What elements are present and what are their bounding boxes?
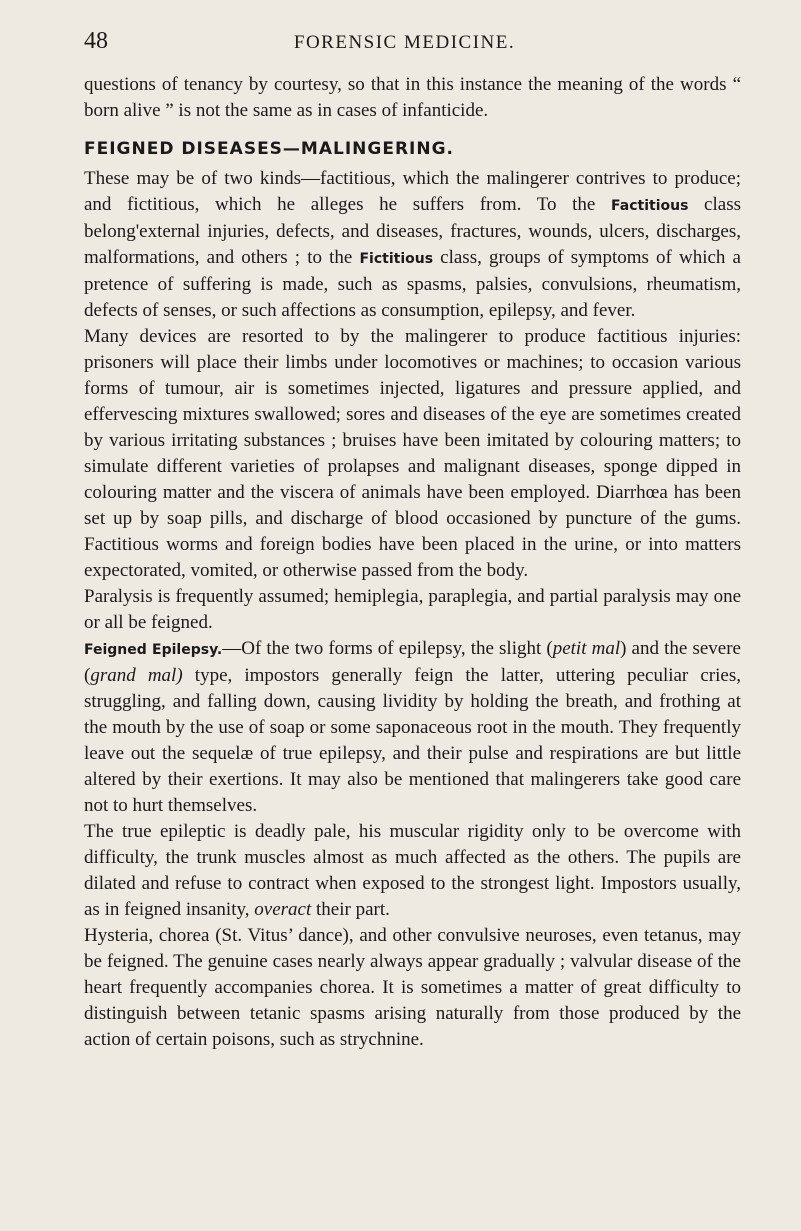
page-number: 48 xyxy=(84,28,108,54)
paragraph-true-epileptic-text-b: their part. xyxy=(311,899,390,920)
paragraph-epilepsy-text-b: ) and the severe ( xyxy=(84,638,741,686)
paragraph-true-epileptic-text-a: The true epileptic is deadly pale, his muscular rigidity only to be overcome with difficulty, the trunk muscles almost as much affected as the others. The pupils are dilated and refuse to contract when exposed to the strongest light. Impostors usually, as in feigned insanity, xyxy=(84,821,741,920)
italic-overact: overact xyxy=(254,899,312,920)
paragraph-intro: questions of tenancy by courtesy, so that in this instance the meaning of the words “ born alive ” is not the same as in cases of infanticide. xyxy=(84,74,741,121)
section-heading: FEIGNED DISEASES—MALINGERING. xyxy=(84,139,455,159)
paragraph-true-epileptic xyxy=(84,819,741,923)
paragraph-kinds xyxy=(84,166,741,324)
italic-grand-mal: grand mal) xyxy=(90,665,183,686)
keyword-fictitious: Fictitious xyxy=(359,251,434,267)
paragraph-epilepsy-text-c: type, impostors generally feign the latter, uttering peculiar cries, struggling, and falling down, causing lividity by holding the breath, and frothing at the mouth by the use of soap or some saponaceous root in the mouth. They frequently leave out the sequelæ of true epilepsy, and their pulse and respirations are but little altered by their exertions. It may also be mentioned that malingerers take good care not to hurt themselves. xyxy=(84,665,741,816)
paragraph-kinds-text-a: These may be of two kinds—factitious, which the malingerer contrives to produce; and fictitious, which he alleges he suffers from. To the xyxy=(84,168,741,215)
paragraph-epilepsy xyxy=(84,636,741,819)
paragraph-hysteria: Hysteria, chorea (St. Vitus’ dance), and other convulsive neuroses, even tetanus, may be feigned. The genuine cases nearly always appear gradually ; valvular disease of the heart frequently accompanies chorea. It is sometimes a matter of great difficulty to distinguish between tetanic spasms arising naturally from those produced by the action of certain poisons, such as strychnine. xyxy=(84,925,741,1050)
paragraph-paralysis: Paralysis is frequently assumed; hemiplegia, paraplegia, and partial paralysis may one or all be feigned. xyxy=(84,586,741,633)
page-header xyxy=(84,28,741,66)
paragraph-devices: Many devices are resorted to by the malingerer to produce factitious injuries: prisoners will place their limbs under locomotives or machines; to occasion various forms of tumour, air is sometimes injected, ligatures and pressure applied, and effervescing mixtures swallowed; sores and diseases of the eye are sometimes created by various irritating substances ; bruises have been imitated by colouring matters; to simulate different varieties of prolapses and malignant diseases, sponge dipped in colouring matter and the viscera of animals have been employed. Diarrhœa has been set up by soap pills, and discharge of blood occasioned by puncture of the gums. Factitious worms and foreign bodies have been placed in the urine, or into matters expectorated, vomited, or otherwise passed from the body. xyxy=(84,326,741,581)
subheading-feigned-epilepsy: Feigned Epilepsy. xyxy=(84,642,223,658)
running-title: FORENSIC MEDICINE. xyxy=(293,32,516,53)
paragraph-kinds-text-c: class, groups of symptoms of which a pretence of suffering is made, such as spasms, palsies, convulsions, rheumatism, defects of senses, or such affections as consumption, epilepsy, and fever. xyxy=(84,247,741,321)
italic-petit-mal: petit mal xyxy=(552,638,621,659)
keyword-factitious: Factitious xyxy=(611,198,689,214)
page-body xyxy=(84,72,741,1053)
paragraph-kinds-text-b: class belong'external injuries, defects, and diseases, fractures, wounds, ulcers, discharges, malformations, and others ; to the xyxy=(84,194,741,268)
paragraph-epilepsy-text-a: —Of the two forms of epilepsy, the slight ( xyxy=(222,638,553,659)
